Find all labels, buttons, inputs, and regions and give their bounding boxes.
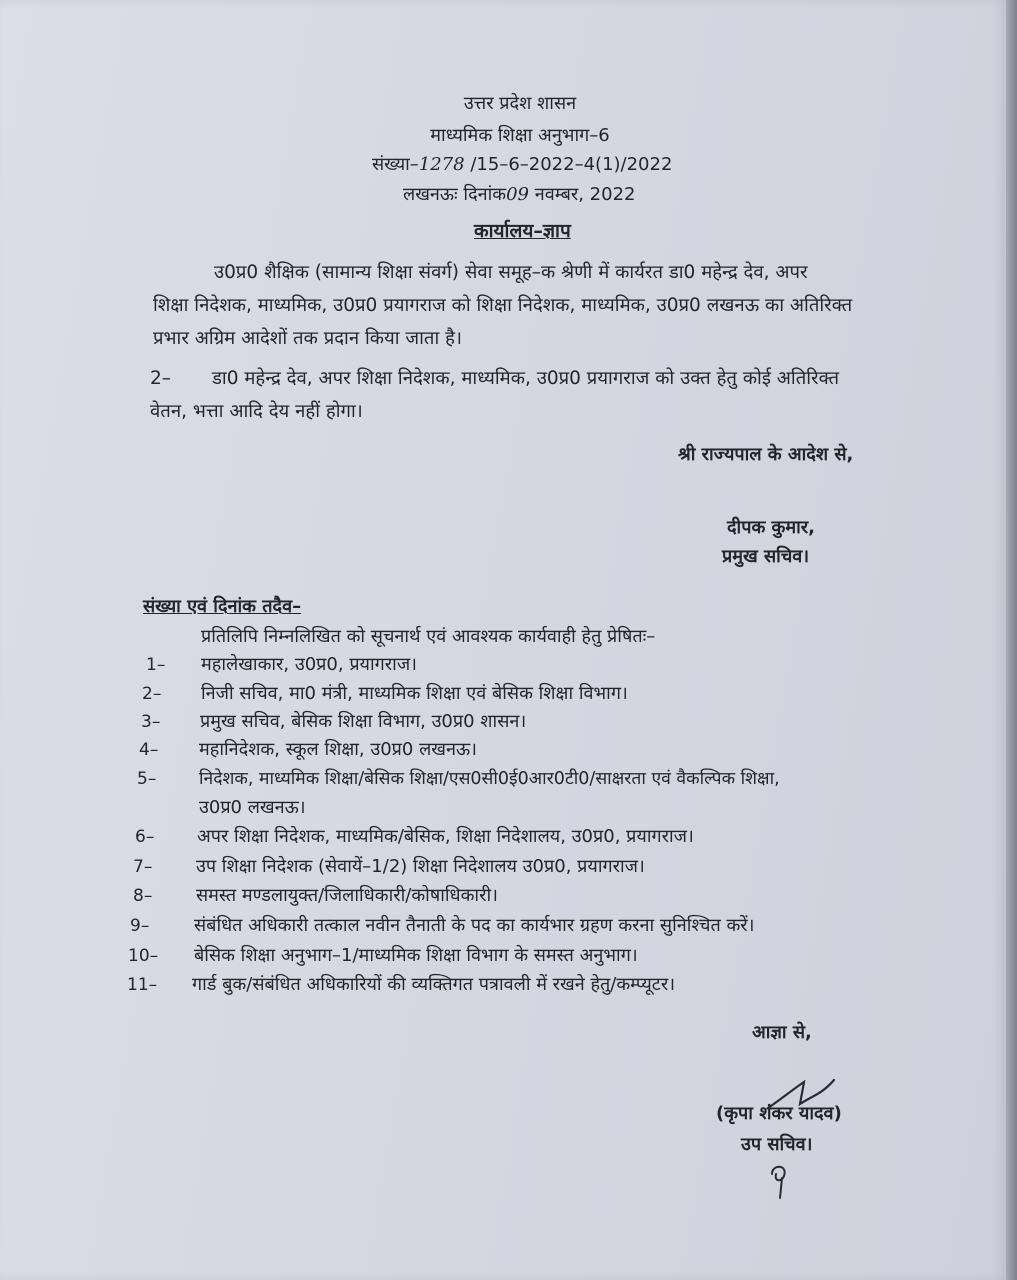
order-number-prefix: संख्या– [372, 154, 419, 175]
paragraph1-line3: प्रभार अग्रिम आदेशों तक प्रदान किया जाता है। [153, 328, 462, 349]
copy-item-text-continued: उ0प्र0 लखनऊ। [199, 797, 306, 818]
paragraph1-line1: उ0प्र0 शैक्षिक (सामान्य शिक्षा संवर्ग) सेवा समूह–क श्रेणी में कार्यरत डा0 महेन्द्र देव, अपर [214, 262, 808, 283]
copy-item-text: बेसिक शिक्षा अनुभाग–1/माध्यमिक शिक्षा विभाग के समस्त अनुभाग। [194, 945, 638, 966]
order-number-suffix: /15–6–2022–4(1)/2022 [470, 154, 673, 175]
copy-item-number: 5– [137, 769, 157, 789]
copy-item-text: उप शिक्षा निदेशक (सेवायें–1/2) शिक्षा निदेशालय उ0प्र0, प्रयागराज। [196, 856, 645, 877]
order-date-suffix: नवम्बर, 2022 [534, 184, 636, 205]
paragraph2-line1: डा0 महेन्द्र देव, अपर शिक्षा निदेशक, माध्यमिक, उ0प्र0 प्रयागराज को उक्त हेतु कोई अतिरिक्त [212, 368, 840, 389]
copy-item-number: 8– [133, 886, 153, 906]
order-line: श्री राज्यपाल के आदेश से, [678, 444, 854, 465]
signatory1-name: दीपक कुमार, [727, 517, 815, 538]
copy-item-text: प्रमुख सचिव, बेसिक शिक्षा विभाग, उ0प्र0 शासन। [200, 711, 527, 732]
paragraph2-number: 2– [150, 368, 172, 389]
copy-item-number: 9– [130, 916, 150, 936]
signatory1-designation: प्रमुख सचिव। [722, 546, 810, 567]
copy-item-text: संबंधित अधिकारी तत्काल नवीन तैनाती के पद का कार्यभार ग्रहण करना सुनिश्चित करें। [194, 915, 755, 936]
signatory2-name: (कृपा शंकर यादव) [716, 1103, 842, 1124]
copy-item-number: 2– [142, 684, 162, 704]
order-number-handwritten: 1278 [418, 154, 465, 175]
copy-item-number: 3– [141, 712, 161, 732]
copy-item-number: 6– [135, 827, 155, 847]
copy-item-text: निजी सचिव, मा0 मंत्री, माध्यमिक शिक्षा एवं बेसिक शिक्षा विभाग। [201, 683, 628, 704]
order-date-handwritten: 09 [506, 184, 530, 205]
page-edge [1006, 0, 1017, 1280]
closing-line: आज्ञा से, [752, 1022, 812, 1043]
order-number [372, 154, 672, 176]
paragraph2-line2: वेतन, भत्ता आदि देय नहीं होगा। [150, 401, 363, 422]
copy-item-number: 7– [133, 857, 153, 877]
govt-name: उत्तर प्रदेश शासन [463, 93, 577, 114]
copy-intro: प्रतिलिपि निम्नलिखित को सूचनार्थ एवं आवश्यक कार्यवाही हेतु प्रेषितः– [201, 626, 656, 647]
copy-item-text: अपर शिक्षा निदेशक, माध्यमिक/बेसिक, शिक्षा निदेशालय, उ0प्र0, प्रयागराज। [197, 826, 694, 847]
copy-item-text: निदेशक, माध्यमिक शिक्षा/बेसिक शिक्षा/एस0सी0ई0आर0टी0/साक्षरता एवं वैकल्पिक शिक्षा, [199, 769, 780, 789]
copy-heading: संख्या एवं दिनांक तदैव– [143, 596, 302, 617]
initials-mark [764, 1160, 796, 1202]
section-name: माध्यमिक शिक्षा अनुभाग–6 [430, 125, 610, 146]
copy-item-number: 1– [146, 655, 166, 675]
copy-item-text: समस्त मण्डलायुक्त/जिलाधिकारी/कोषाधिकारी। [196, 885, 498, 906]
copy-item-text: गार्ड बुक/संबंधित अधिकारियों की व्यक्तिगत पत्रावली में रखने हेतु/कम्प्यूटर। [192, 974, 676, 995]
copy-item-number: 10– [128, 946, 159, 966]
copy-item-number: 11– [127, 975, 158, 995]
copy-item-number: 4– [139, 740, 159, 760]
paragraph1-line2: शिक्षा निदेशक, माध्यमिक, उ0प्र0 प्रयागराज को शिक्षा निदेशक, माध्यमिक, उ0प्र0 लखनऊ का अतिरिक्त [153, 295, 853, 316]
order-date-prefix: लखनऊः दिनांक [403, 184, 507, 205]
signatory2-designation: उप सचिव। [741, 1134, 813, 1155]
document-title: कार्यालय–ज्ञाप [474, 220, 571, 242]
copy-item-text: महानिदेशक, स्कूल शिक्षा, उ0प्र0 लखनऊ। [199, 739, 477, 760]
order-date [403, 184, 636, 206]
copy-item-text: महालेखाकार, उ0प्र0, प्रयागराज। [201, 654, 417, 675]
